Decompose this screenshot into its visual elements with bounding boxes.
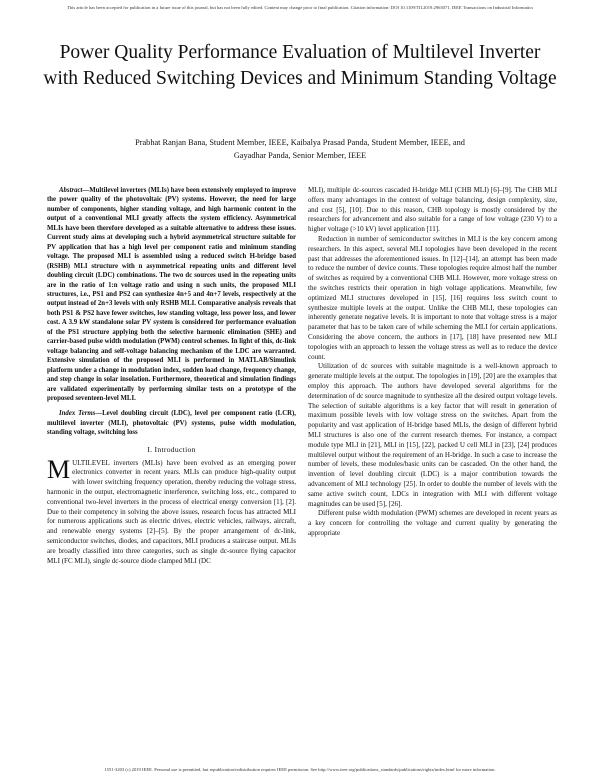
intro-paragraph-2: Reduction in number of semiconductor switches in MLI is the key concern among researchers. In this aspect, several MLI topologies have been developed in the recent past that addresses the aforementioned issues. In [12]–[14], an attempt has been made to reduce the number of device counts. These topologies require almost half the number of switches as required by a conventional CHB MLI. However, more voltage stress on the switches restricts their operation in high voltage applications. Meanwhile, few optimized MLI structures developed in [15], [16] requires less switch count to synthesize multiple levels at the output. Unlike the CHB MLI, these topologies can inherently generate negative levels. It is important to note that voltage stress is a major parameter that has to be taken care of while scheming the MLI for certain applications. Considering the above concern, the authors in [17], [18] have presented new MLI topologies with an approach to lessen the voltage stress as well as to reduce the device count. xyxy=(308,234,557,361)
index-terms xyxy=(47,409,296,437)
intro-paragraph-1-text: ULTILEVEL inverters (MLIs) have been evolved as an emerging power electronics converter in recent years. MLIs can produce high-quality output with lower switching frequency operation, thereby reducing the voltage stress, harmonic in the output, electromagnetic interference, switching loss, etc., compared to conventional two-level inverters in the process of electrical energy conversion [1], [2]. Due to their competency in solving the above issues, research focus has attracted MLI for numerous applications such as electric drives, electric vehicles, railways, aircraft, and renewable energy systems [2]–[5]. By the proper arrangement of dc-link, semiconductor switches, diodes, and capacitors, MLI produces a staircase output. MLIs are broadly classified into three categories, such as single dc-source flying capacitor MLI (FC MLI), single dc-source diode clamped MLI (DC xyxy=(47,458,296,565)
index-terms-text: —Level doubling circuit (LDC), level per component ratio (LCR), multilevel inverter (MLI), photovoltaic (PV) systems, pulse width modulation, standing voltage, switching loss xyxy=(47,410,296,437)
abstract-label: Abstract xyxy=(59,187,83,194)
left-column xyxy=(47,186,296,566)
section-heading-introduction: I. Introduction xyxy=(147,444,196,454)
index-terms-label: Index Terms xyxy=(59,410,96,418)
intro-paragraph-1 xyxy=(47,454,296,567)
copyright-footer: 1551-3203 (c) 2019 IEEE. Personal use is permitted, but republication/redistribution requires IEEE permission. See http://www.ieee.org/publications_standards/publications/rights/index.html for more information. xyxy=(104,767,496,772)
paper-title: Power Quality Performance Evaluation of Multilevel Inverter with Reduced Switching Devices and Minimum Standing Voltage xyxy=(43,42,557,89)
author-line-2: Gayadhar Panda, Senior Member, IEEE xyxy=(233,151,367,160)
journal-notice: This article has been accepted for publication in a future issue of this journal, but has not been fully edited. Content may change prior to final publication. Citation information: DOI 10.1109/TII.2019.2963071, IEEE Transactions on Industrial Informatics xyxy=(67,5,533,10)
abstract xyxy=(47,186,296,403)
author-line-1: Prabhat Ranjan Bana, Student Member, IEEE, Kaibalya Prasad Panda, Student Member, IEEE, and xyxy=(135,138,465,147)
intro-paragraph-4: Different pulse width modulation (PWM) schemes are developed in recent years as a key concern for controlling the voltage and current quality by generating the appropriate xyxy=(308,509,557,537)
right-column xyxy=(308,186,557,539)
abstract-text: —Multilevel inverters (MLIs) have been extensively employed to improve the power quality of the photovoltaic (PV) systems. However, the need for large number of components, higher standing voltage, and high harmonic content in the output of a conventional MLI greatly affects the system efficiency. Asymmetrical MLIs have been therefore developed as a suitable alternative to address these issues. Current study aims at developing such a hybrid asymmetrical structure suitable for PV application that has a high level per component ratio and minimum standing voltage. The proposed MLI is assembled using a reduced switch H-bridge based (RSHB) MLI structure with n asymmetrical repeating units and different level doubling circuit (LDC) combinations. The two dc sources used in the repeating units are in the ratio of 1:n voltage ratio and using n such units, the proposed MLI structures, i.e., PS1 and PS2 can synthesize 4n+5 and 4n+7 levels, respectively at the output instead of 2n+3 levels with only RSHB MLI. Comparative analysis reveals that both PS1 & PS2 have fewer switches, low standing voltage, less power loss, and lower cost. A 3.9 kW standalone solar PV system is considered for performance evaluation of the PS1 structure applying both the selective harmonic elimination (SHE) and carrier-based pulse width modulation (PWM) control schemes. In light of this, dc-link voltage balancing and self-voltage balancing mechanism of the LDC are warranted. Extensive simulation of the proposed MLI is performed in MATLAB/Simulink platform under a change in modulation index, sudden load change, frequency change, and step change in solar insolation. Furthermore, theoretical and simulation findings are validated experimentally by performing similar tests on a prototype of the proposed seventeen-level MLI. xyxy=(47,187,296,402)
intro-paragraph-3: Utilization of dc sources with suitable magnitude is a well-known approach to generate multiple levels at the output. The topologies in [19], [20] are the examples that employ this approach. The authors have developed several algorithms for the determination of dc source magnitude to synthesize all the desired output voltage levels. The selection of suitable algorithms is a key factor that will result in generation of maximum possible levels with low voltage stress on the switches. Apart from the popularity and vast application of H-bridge based MLIs, the design of different hybrid MLI structures is also one of the current research themes. For instance, a compact module type MLI in [21], MLI in [15], [22], packed U cell MLI in [23], [24] produces multilevel output without the requirement of an H-bridge. In such a case to increase the number of levels, these modules/basic units can be cascaded. On the other hand, the invention of level doubling circuit (LDC) is a major contribution towards the advancement of MLI technology [25]. In order to double the number of levels with the same active switch count, LDCs in integration with MLI with different voltage magnitudes can be used [5], [26]. xyxy=(308,362,557,508)
drop-cap: M xyxy=(47,454,71,484)
author-block xyxy=(60,136,540,162)
intro-paragraph-1-continued: MLI), multiple dc-sources cascaded H-bridge MLI (CHB MLI) [6]–[9]. The CHB MLI offers many advantages in the context of voltage balancing, design complexity, size, and cost [5], [10]. Due to this reason, CHB topology is mostly considered by the researchers for advancement and also suitable for a range of low voltage (230 V) to a higher voltage (>10 kV) level application [11]. xyxy=(308,186,557,234)
